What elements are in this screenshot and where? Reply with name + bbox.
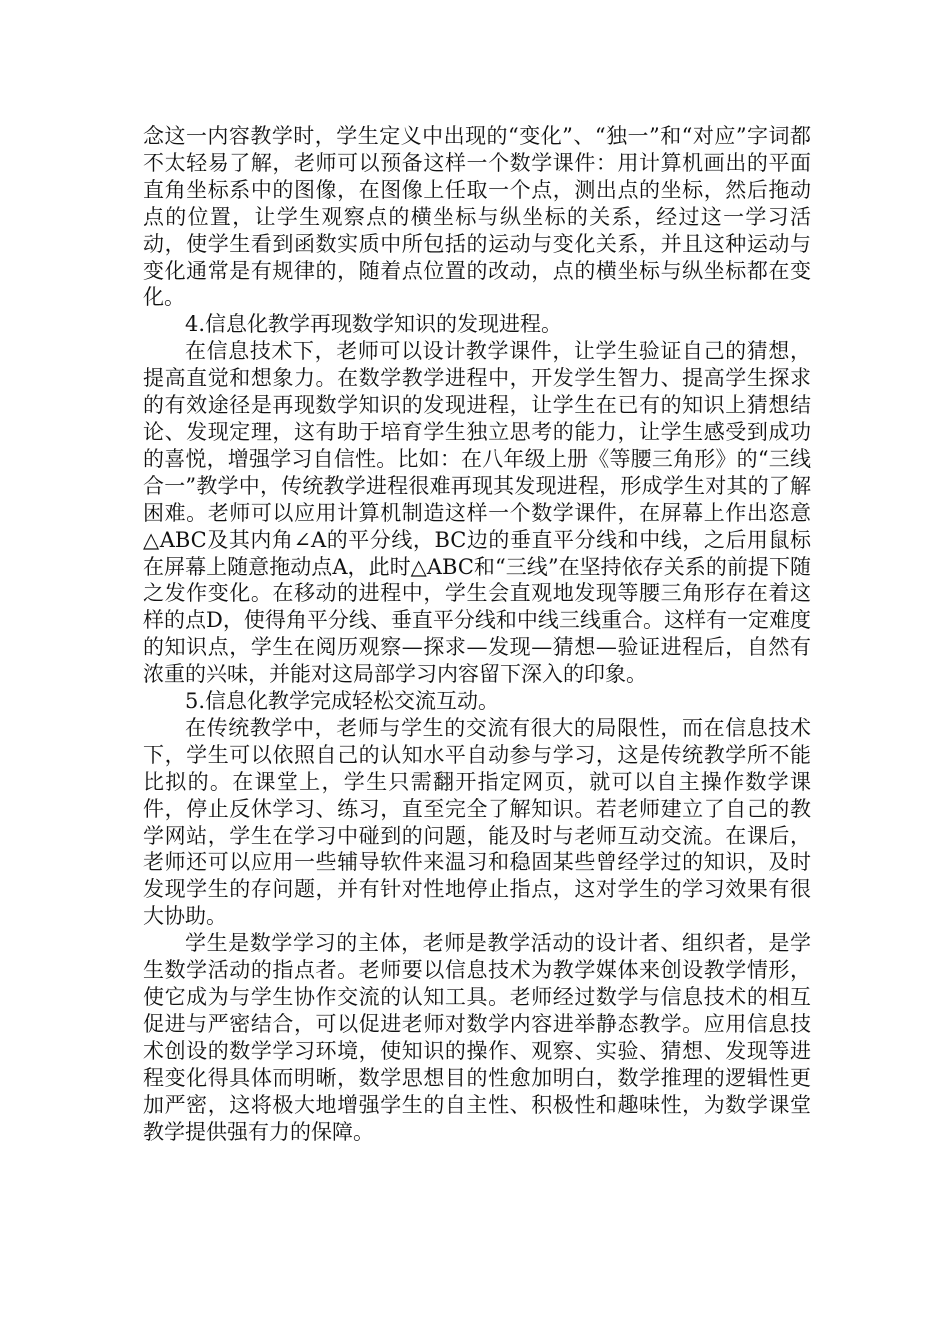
- paragraph-function-concept: 念这一内容教学时，学生定义中出现的“变化”、“独一”和“对应”字词都不太轻易了解，老师可以预备这样一个数学课件：用计算机画出的平面直角坐标系中的图像，在图像上任取一个点，测出点的坐标，然后拖动点的位置，让学生观察点的横坐标与纵坐标的关系，经过这一学习活动，使学生看到函数实质中所包括的运动与变化关系，并且这种运动与变化通常是有规律的，随着点位置的改动，点的横坐标与纵坐标都在变化。: [143, 124, 811, 310]
- heading-section-4: 4.信息化教学再现数学知识的发现进程。: [185, 312, 563, 337]
- document-page: [143, 123, 811, 1145]
- paragraph-conclusion: 学生是数学学习的主体，老师是教学活动的设计者、组织者，是学生数学活动的指点者。老师要以信息技术为教学媒体来创设教学情形，使它成为与学生协作交流的认知工具。老师经过数学与信息技术的相互促进与严密结合，可以促进老师对数学内容进举静态教学。应用信息技术创设的数学学习环境，使知识的操作、观察、实验、猜想、发现等进程变化得具体而明晰，数学思想目的性愈加明白，数学推理的逻辑性更加严密，这将极大地增强学生的自主性、积极性和趣味性，为数学课堂教学提供强有力的保障。: [143, 931, 811, 1144]
- paragraph-discovery-process: 在信息技术下，老师可以设计教学课件，让学生验证自己的猜想，提高直觉和想象力。在数学教学进程中，开发学生智力、提高学生探求的有效途径是再现数学知识的发现进程，让学生在已有的知识上猜想结论、发现定理，这有助于培育学生独立思考的能力，让学生感受到成功的喜悦，增强学习自信性。比如：在八年级上册《等腰三角形》的“三线合一”教学中，传统教学进程很难再现其发现进程，形成学生对其的了解困难。老师可以应用计算机制造这样一个数学课件，在屏幕上作出恣意△ABC及其内角∠A的平分线，BC边的垂直平分线和中线，之后用鼠标在屏幕上随意拖动点A，此时△ABC和“三线”在坚持依存关系的前提下随之发作变化。在移动的进程中，学生会直观地发现等腰三角形存在着这样的点D，使得角平分线、垂直平分线和中线三线重合。这样有一定难度的知识点，学生在阅历观察—探求—发现—猜想—验证进程后，自然有浓重的兴味，并能对这局部学习内容留下深入的印象。: [143, 339, 811, 687]
- heading-section-5: 5.信息化教学完成轻松交流互动。: [185, 689, 500, 714]
- paragraph-interaction: 在传统教学中，老师与学生的交流有很大的局限性，而在信息技术下，学生可以依照自己的认知水平自动参与学习，这是传统教学所不能比拟的。在课堂上，学生只需翻开指定网页，就可以自主操作数学课件，停止反休学习、练习，直至完全了解知识。若老师建立了自己的教学网站，学生在学习中碰到的问题，能及时与老师互动交流。在课后，老师还可以应用一些辅导软件来温习和稳固某些曾经学过的知识，及时发现学生的存问题，并有针对性地停止指点，这对学生的学习效果有很大协助。: [143, 715, 811, 929]
